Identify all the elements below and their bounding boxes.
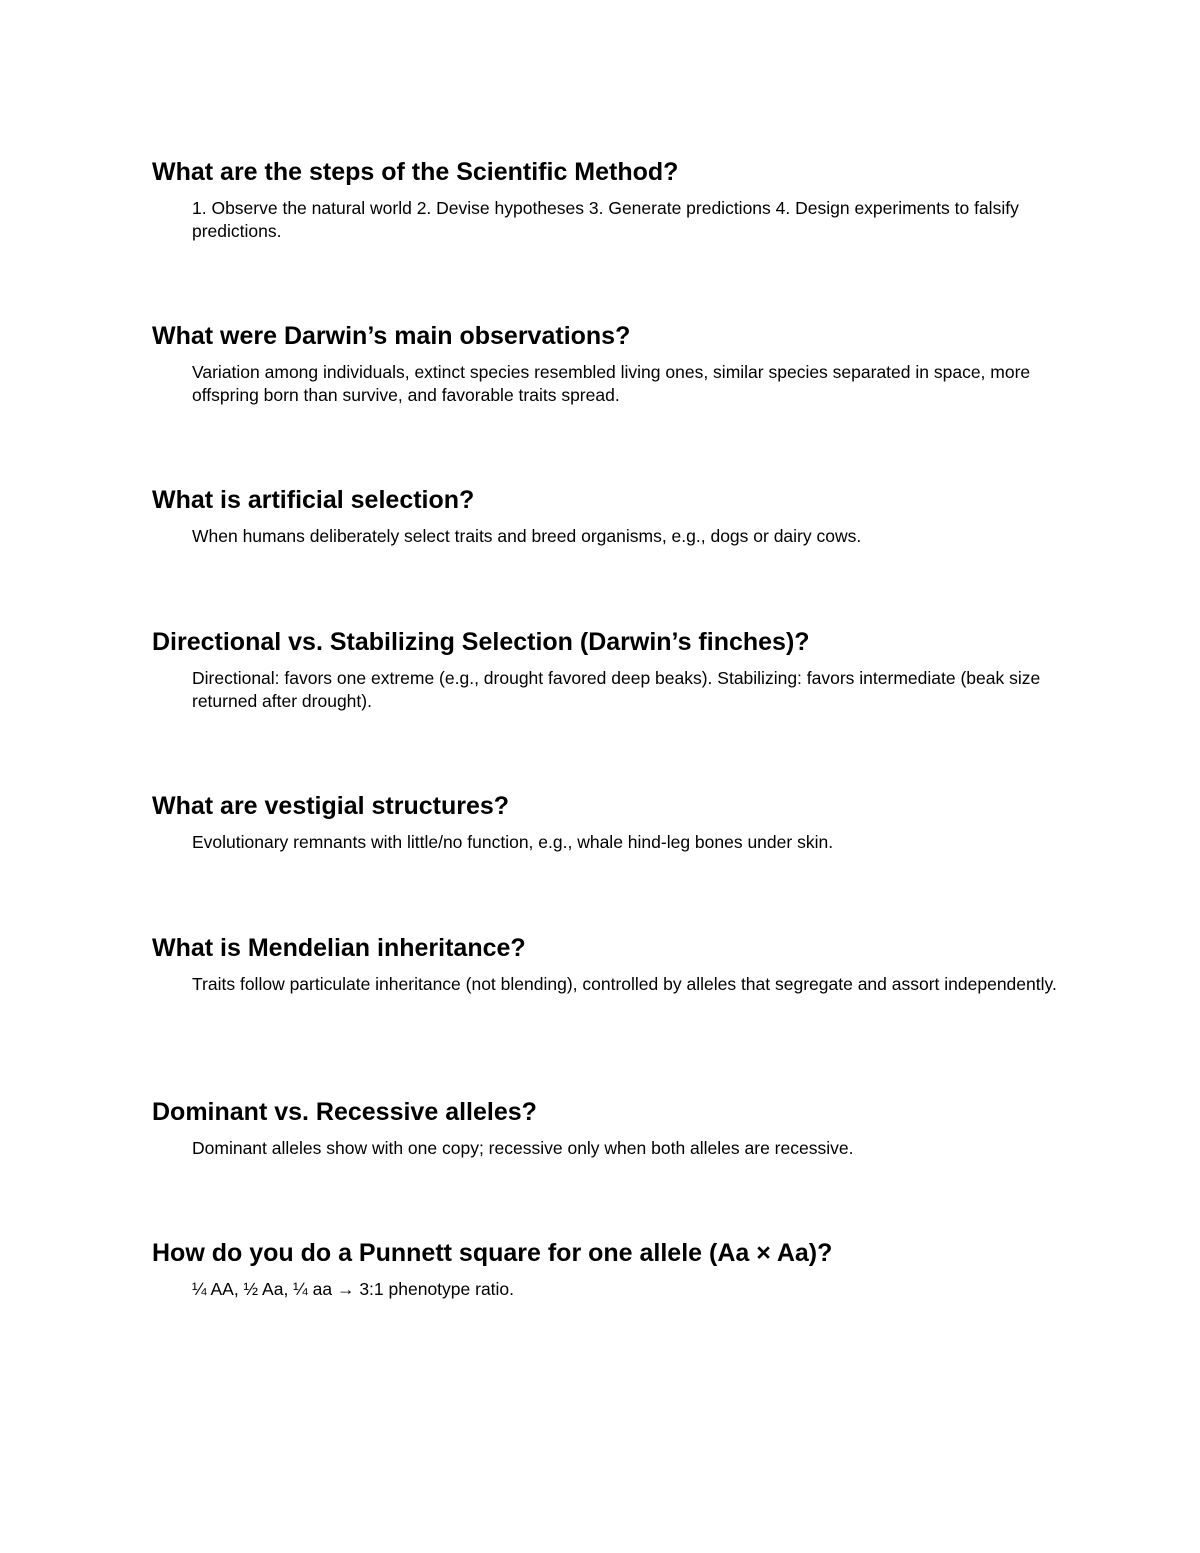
answer-text: Variation among individuals, extinct species resembled living ones, similar species separated in space, more offspring born than survive, and favorable traits spread. <box>192 362 1031 405</box>
question-heading: What are vestigial structures? <box>152 792 510 820</box>
answer-text: ¼ AA, ½ Aa, ¼ aa → 3:1 phenotype ratio. <box>192 1279 515 1299</box>
qa-item-vestigial-structures <box>152 791 1052 854</box>
answer-text: When humans deliberately select traits and breed organisms, e.g., dogs or dairy cows. <box>192 526 862 546</box>
qa-item-directional-stabilizing <box>152 627 1052 713</box>
question-heading: Dominant vs. Recessive alleles? <box>152 1098 537 1126</box>
qa-item-scientific-method <box>152 157 1052 243</box>
answer-text: 1. Observe the natural world 2. Devise hypotheses 3. Generate predictions 4. Design experiments to falsify predictions. <box>192 198 1019 241</box>
qa-item-darwin-observations <box>152 321 1052 407</box>
question-heading: What are the steps of the Scientific Method? <box>152 158 679 186</box>
answer-text: Evolutionary remnants with little/no function, e.g., whale hind-leg bones under skin. <box>192 832 834 852</box>
question-heading: Directional vs. Stabilizing Selection (Darwin’s finches)? <box>152 628 810 656</box>
question-heading: What were Darwin’s main observations? <box>152 322 631 350</box>
question-heading: How do you do a Punnett square for one allele (Aa × Aa)? <box>152 1239 833 1267</box>
qa-item-punnett-square <box>152 1238 1052 1301</box>
question-heading: What is artificial selection? <box>152 486 475 514</box>
answer-text: Directional: favors one extreme (e.g., drought favored deep beaks). Stabilizing: favors intermediate (beak size returned after drought). <box>192 668 1041 711</box>
qa-item-artificial-selection <box>152 485 1052 548</box>
question-heading: What is Mendelian inheritance? <box>152 934 526 962</box>
answer-text: Dominant alleles show with one copy; recessive only when both alleles are recessive. <box>192 1138 854 1158</box>
qa-item-dominant-recessive <box>152 1097 1052 1160</box>
qa-item-mendelian-inheritance <box>152 933 1057 996</box>
answer-text: Traits follow particulate inheritance (not blending), controlled by alleles that segregate and assort independently. <box>192 974 1057 994</box>
